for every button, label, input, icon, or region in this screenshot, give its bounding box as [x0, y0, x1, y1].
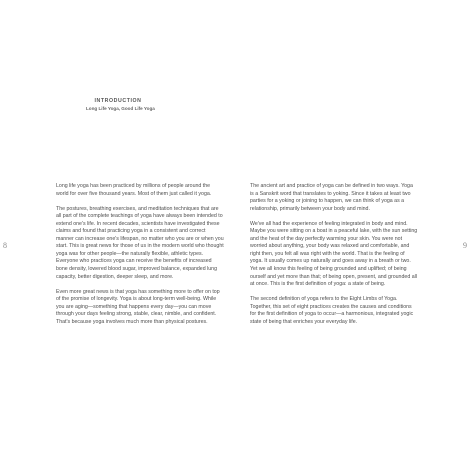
left-page-column — [56, 183, 224, 334]
paragraph: Even more great news is that yoga has something more to offer on top of the promise of longevity. Yoga is about long-term well-being. While you are aging—something that happens every day—you can move through your days feeling strong, stable, clear, nimble, and confident. That's because yoga involves much more than physical postures. — [56, 288, 220, 325]
paragraph: The ancient art and practice of yoga can be defined in two ways. Yoga is a Sanskrit word that translates to yoking. Since it takes at least two parties for a yoking or joining to happen, we can think of yoga as a relationship, primarily between your body and mind. — [250, 183, 413, 212]
chapter-subtitle: Long Life Yoga, Good Life Yoga — [86, 106, 155, 111]
chapter-title: INTRODUCTION — [94, 98, 142, 104]
right-page-column — [250, 183, 418, 334]
paragraph: The postures, breathing exercises, and meditation techniques that are all part of the complete teachings of yoga have always been intended to extend one's life. In recent decades, scientists have investigated these claims and found that practicing yoga in a consistent and correct manner can increase one's lifespan, no matter who you are or when you start. This is great news for those of us in the modern world who thought yoga was for other people—the naturally flexible, athletic types. Everyone who practices yoga can receive the benefits of increased bone density, lowered blood sugar, improved balance, expanded lung capacity, better digestion, deeper sleep, and more. — [56, 205, 224, 280]
paragraph: The second definition of yoga refers to the Eight Limbs of Yoga. Together, this set of eight practices creates the causes and conditions for the first definition of yoga to occur—a harmonious, integrated yogic state of being that enriches your everyday life. — [250, 296, 414, 325]
page-number-left: 8 — [3, 241, 7, 250]
page-number-right: 9 — [463, 241, 467, 250]
paragraph: We've all had the experience of feeling integrated in body and mind. Maybe you were sitting on a boat in a peaceful lake, with the sun setting and the heat of the day perfectly warming your skin. You were not worried about anything, your body was relaxed and comfortable, and right then, you felt all was right with the world. That is the feeling of yoga. It usually comes up naturally and goes away in a breath or two. Yet we all know this feeling of being grounded and uplifted; of being ourself and yet more than that; of being open, present, and grounded all at once. This is the first definition of yoga: a state of being. — [250, 220, 418, 288]
chapter-header — [86, 98, 155, 111]
paragraph: Long life yoga has been practiced by millions of people around the world for over five thousand years. Most of them just called it yoga. — [56, 183, 212, 197]
